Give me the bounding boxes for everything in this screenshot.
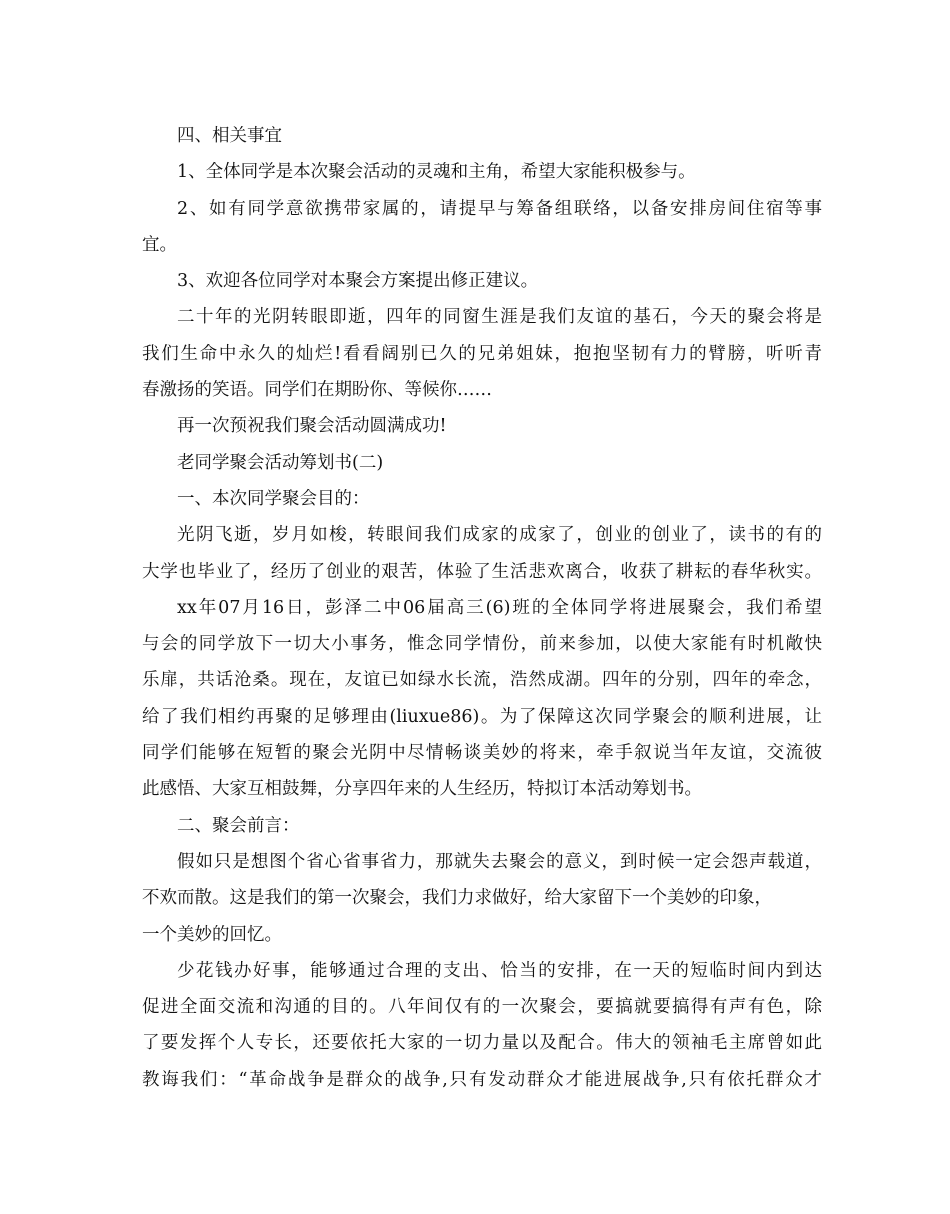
text-line: 教诲我们：“革命战争是群众的战争,只有发动群众才能进展战争,只有依托群众才 — [142, 1069, 822, 1090]
text-line: 二、聚会前言： — [177, 815, 300, 836]
text-line: 一个美妙的回忆。 — [142, 924, 282, 945]
text-line: 2、如有同学意欲携带家属的，请提早与筹备组联络，以备安排房间住宿等事 — [177, 198, 822, 219]
text-line: 3、欢迎各位同学对本聚会方案提出修正建议。 — [177, 271, 539, 292]
text-line: 1、全体同学是本次聚会活动的灵魂和主角，希望大家能积极参与。 — [177, 162, 696, 183]
text-line: 春激扬的笑语。同学们在期盼你、等候你…… — [142, 380, 492, 401]
text-line: 老同学聚会活动筹划书(二) — [177, 452, 384, 473]
text-line: 少花钱办好事，能够通过合理的支出、恰当的安排，在一天的短临时间内到达 — [177, 960, 822, 981]
text-line: 乐扉，共话沧桑。现在，友谊已如绿水长流，浩然成湖。四年的分别，四年的牵念， — [142, 670, 822, 691]
document-body — [142, 118, 822, 1098]
text-line: 大学也毕业了，经历了创业的艰苦，体验了生活悲欢离合，收获了耕耘的春华秋实。 — [142, 561, 822, 582]
text-line: 我们生命中永久的灿烂!看看阔别已久的兄弟姐妹，抱抱坚韧有力的臂膀，听听青 — [142, 343, 822, 364]
text-line: 不欢而散。这是我们的第一次聚会，我们力求做好，给大家留下一个美妙的印象， — [142, 888, 772, 909]
text-line: 此感悟、大家互相鼓舞，分享四年来的人生经历，特拟订本活动筹划书。 — [142, 779, 702, 800]
text-line: xx年07月16日，彭泽二中06届高三(6)班的全体同学将进展聚会，我们希望 — [177, 597, 822, 618]
text-line: 假如只是想图个省心省事省力，那就失去聚会的意义，到时候一定会怨声载道， — [177, 851, 822, 872]
text-line: 再一次预祝我们聚会活动圆满成功! — [177, 416, 447, 437]
text-line: 同学们能够在短暂的聚会光阴中尽情畅谈美妙的将来，牵手叙说当年友谊，交流彼 — [142, 743, 822, 764]
text-line: 与会的同学放下一切大小事务，惟念同学情份，前来参加，以使大家能有时机敞快 — [142, 634, 822, 655]
text-line: 二十年的光阴转眼即逝，四年的同窗生涯是我们友谊的基石，今天的聚会将是 — [177, 307, 822, 328]
text-line: 给了我们相约再聚的足够理由(liuxue86)。为了保障这次同学聚会的顺利进展，让 — [142, 706, 822, 727]
text-line: 了要发挥个人专长，还要依托大家的一切力量以及配合。伟大的领袖毛主席曾如此 — [142, 1033, 822, 1054]
text-line: 促进全面交流和沟通的目的。八年间仅有的一次聚会，要搞就要搞得有声有色，除 — [142, 997, 822, 1018]
text-line: 一、本次同学聚会目的： — [177, 488, 370, 509]
text-line: 宜。 — [142, 234, 177, 255]
text-line: 四、相关事宜 — [177, 126, 282, 146]
text-line: 光阴飞逝，岁月如梭，转眼间我们成家的成家了，创业的创业了，读书的有的 — [177, 525, 822, 546]
